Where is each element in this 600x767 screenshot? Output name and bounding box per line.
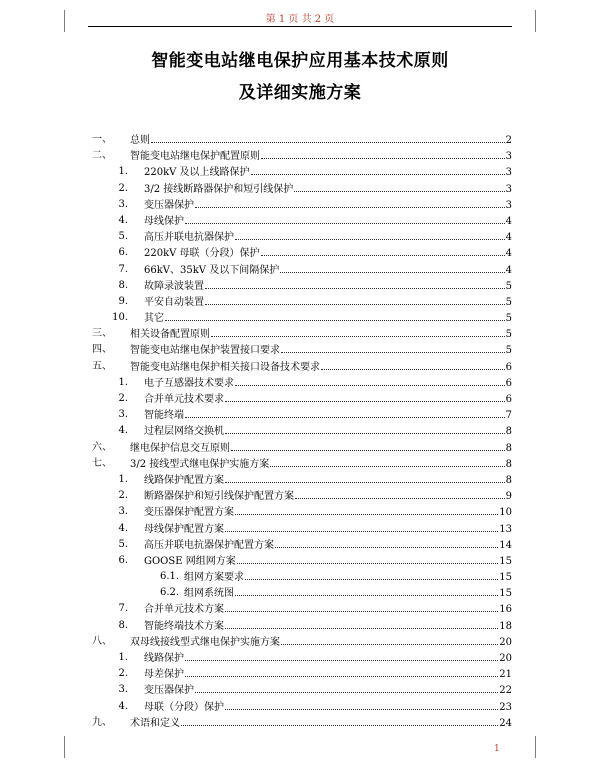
toc-leader-dots [231, 440, 505, 451]
toc-entry-title: 继电保护信息交互原则 [130, 442, 230, 454]
toc-entry[interactable] [88, 699, 512, 715]
toc-entry-title: GOOSE 网组网方案 [144, 555, 236, 567]
toc-entry-title: 合并单元技术要求 [144, 394, 224, 405]
toc-entry-line [130, 634, 512, 651]
toc-entry-line [130, 148, 512, 165]
toc-entry-title: 变压器保护配置方案 [144, 507, 234, 519]
toc-entry-title: 其它 [144, 313, 164, 325]
toc-entry-title: 平安自动装置 [144, 296, 204, 308]
toc-leader-dots [151, 132, 505, 143]
toc-entry[interactable] [88, 666, 512, 682]
toc-entry-number: 8. [118, 279, 128, 291]
page-number-footer: 1 [494, 744, 500, 754]
toc-entry-page: 3 [505, 151, 512, 163]
toc-leader-dots [205, 278, 505, 289]
toc-leader-dots [295, 488, 505, 499]
toc-entry-page: 3 [505, 199, 512, 211]
toc-leader-dots [225, 423, 505, 434]
toc-entry-line [144, 504, 512, 521]
toc-entry[interactable] [88, 601, 512, 617]
table-of-contents [88, 132, 512, 731]
toc-entry-title: 线路保护 [144, 653, 184, 664]
toc-leader-dots [245, 569, 498, 580]
toc-entry-line [130, 456, 512, 473]
toc-entry[interactable] [88, 310, 512, 326]
toc-entry-title: 故障录波装置 [144, 280, 204, 292]
toc-entry-title: 3/2 接线断路器保护和短引线保护 [144, 183, 294, 195]
toc-entry[interactable] [88, 682, 512, 698]
toc-entry-title: 220kV 母联（分段）保护 [144, 248, 260, 260]
toc-leader-dots [185, 666, 498, 677]
toc-entry-title: 组网方案要求 [184, 572, 244, 584]
toc-entry-line [144, 699, 512, 716]
toc-entry-line [144, 553, 512, 570]
toc-entry-number: 10. [112, 312, 128, 324]
toc-entry[interactable] [88, 634, 512, 650]
toc-entry-number: 5. [118, 231, 128, 243]
toc-entry-page: 8 [505, 426, 512, 438]
toc-entry-number: 3. [118, 684, 128, 696]
toc-entry-page: 4 [505, 248, 512, 260]
toc-leader-dots [195, 682, 498, 693]
toc-entry-page: 4 [505, 232, 512, 244]
toc-entry-number: 1. [118, 652, 128, 663]
toc-leader-dots [195, 197, 505, 208]
toc-entry-line [184, 569, 512, 586]
toc-entry-title: 线路保护配置方案 [144, 474, 224, 486]
toc-entry[interactable] [88, 375, 512, 391]
toc-entry-title: 相关设备配置原则 [130, 329, 210, 341]
toc-leader-dots [225, 472, 505, 483]
toc-entry-number: 2. [118, 668, 128, 680]
toc-entry-page: 7 [505, 410, 512, 422]
toc-entry-number: 7. [118, 263, 128, 275]
toc-entry-page: 6 [505, 361, 512, 373]
header-divider [88, 26, 512, 27]
toc-entry-number: 4. [118, 522, 128, 534]
document-title-line-1: 智能变电站继电保护应用基本技术原则 [151, 51, 449, 71]
toc-entry-number: 3. [118, 409, 128, 421]
toc-entry-page: 8 [505, 458, 512, 470]
toc-entry-line [144, 310, 512, 327]
toc-leader-dots [205, 294, 505, 305]
toc-entry-page: 10 [499, 507, 512, 519]
toc-entry-page: 24 [499, 717, 512, 729]
toc-entry-number: 4. [118, 214, 128, 226]
toc-entry-title: 3/2 接线型式继电保护实施方案 [130, 458, 270, 470]
toc-entry-line [144, 229, 512, 246]
toc-entry-number: 四、 [92, 344, 112, 356]
toc-entry-title: 高压并联电抗器保护配置方案 [144, 539, 274, 551]
toc-entry[interactable] [88, 213, 512, 229]
toc-entry[interactable] [88, 245, 512, 261]
toc-leader-dots [225, 391, 505, 402]
toc-entry[interactable] [88, 456, 512, 472]
toc-entry-number: 4. [118, 425, 128, 437]
toc-entry-page: 22 [499, 685, 512, 697]
toc-entry-line [144, 181, 512, 198]
toc-entry-line [144, 472, 512, 489]
toc-entry-number: 6.1. [160, 571, 180, 583]
toc-entry[interactable] [88, 262, 512, 278]
toc-entry-title: 高压并联电抗器保护 [144, 232, 234, 244]
toc-leader-dots [280, 262, 504, 273]
toc-entry-page: 4 [505, 215, 512, 227]
toc-entry[interactable] [88, 585, 512, 601]
toc-entry-page: 16 [499, 604, 512, 616]
toc-entry-title: 过程层网络交换机 [144, 426, 224, 438]
toc-entry-number: 6. [118, 554, 128, 566]
toc-entry-number: 1. [118, 376, 128, 388]
toc-entry[interactable] [88, 537, 512, 553]
toc-entry[interactable] [88, 148, 512, 164]
toc-leader-dots [235, 585, 498, 596]
toc-entry-number: 3. [118, 506, 128, 518]
toc-entry-page: 5 [505, 296, 512, 308]
toc-entry-line [144, 197, 512, 214]
toc-entry[interactable] [88, 294, 512, 310]
toc-entry-line [130, 326, 512, 343]
toc-entry-number: 1. [118, 473, 128, 485]
toc-entry-line [144, 213, 512, 230]
toc-leader-dots [261, 148, 505, 159]
toc-entry-page: 2 [505, 135, 512, 146]
toc-entry-title: 术语和定义 [130, 717, 180, 729]
toc-entry-number: 6.2. [160, 587, 180, 599]
toc-entry-number: 八、 [92, 635, 112, 647]
toc-entry-number: 1. [118, 166, 128, 178]
toc-entry-line [130, 440, 512, 457]
toc-leader-dots [225, 618, 498, 629]
toc-leader-dots [185, 213, 505, 224]
toc-entry-line [144, 488, 512, 505]
toc-leader-dots [225, 601, 498, 612]
toc-entry-page: 4 [505, 264, 512, 276]
toc-entry-page: 6 [505, 377, 512, 389]
toc-entry-page: 3 [505, 183, 512, 195]
toc-leader-dots [270, 456, 504, 467]
toc-entry[interactable] [88, 423, 512, 439]
toc-entry-number: 九、 [92, 716, 112, 728]
toc-entry-title: 母线保护配置方案 [144, 523, 224, 535]
toc-entry-number: 8. [118, 619, 128, 631]
toc-leader-dots [165, 310, 505, 321]
toc-entry[interactable] [88, 342, 512, 358]
toc-entry-number: 3. [118, 198, 128, 210]
toc-leader-dots [261, 245, 505, 256]
toc-entry-line [130, 359, 512, 376]
toc-entry[interactable] [88, 326, 512, 342]
toc-entry-title: 母线保护 [144, 215, 184, 227]
toc-entry-page: 8 [505, 442, 512, 454]
toc-entry[interactable] [88, 440, 512, 456]
toc-entry-page: 18 [499, 620, 512, 632]
toc-entry-title: 电子互感器技术要求 [144, 377, 234, 389]
toc-leader-dots [294, 181, 504, 192]
toc-entry-line [144, 391, 512, 408]
toc-entry-line [144, 407, 512, 424]
toc-entry-number: 4. [118, 700, 128, 712]
toc-entry-title: 母差保护 [144, 669, 184, 681]
toc-entry[interactable] [88, 229, 512, 245]
toc-leader-dots [225, 521, 498, 532]
toc-entry-title: 变压器保护 [144, 685, 194, 697]
toc-entry-title: 总则 [130, 135, 150, 146]
toc-entry[interactable] [88, 197, 512, 213]
toc-entry-line [144, 666, 512, 683]
toc-entry-title: 智能终端 [144, 410, 184, 422]
toc-entry-line [144, 521, 512, 538]
toc-entry-line [144, 262, 512, 279]
toc-entry-line [144, 601, 512, 618]
toc-leader-dots [321, 359, 505, 370]
toc-entry-page: 13 [499, 523, 512, 535]
toc-entry-number: 一、 [92, 134, 112, 145]
toc-entry-number: 6. [118, 247, 128, 259]
document-title-line-2: 及详细实施方案 [238, 83, 362, 103]
toc-entry-line [144, 423, 512, 440]
toc-leader-dots [181, 715, 498, 726]
toc-entry-line [130, 342, 512, 359]
toc-entry-number: 二、 [92, 150, 112, 162]
toc-entry-page: 20 [499, 636, 512, 648]
toc-entry[interactable] [88, 521, 512, 537]
toc-entry-number: 2. [118, 490, 128, 502]
toc-entry[interactable] [88, 504, 512, 520]
toc-entry[interactable] [88, 472, 512, 488]
toc-entry-title: 智能变电站继电保护配置原则 [130, 151, 260, 163]
toc-leader-dots [281, 342, 505, 353]
toc-entry-page: 15 [499, 572, 512, 584]
toc-leader-dots [281, 634, 498, 645]
toc-entry-title: 断路器保护和短引线保护配置方案 [144, 491, 294, 503]
toc-leader-dots [185, 650, 498, 661]
toc-entry-line [144, 618, 512, 635]
toc-leader-dots [237, 553, 499, 564]
toc-leader-dots [251, 164, 505, 175]
toc-entry-page: 3 [505, 167, 512, 179]
toc-entry-line [130, 715, 512, 732]
toc-entry-line [144, 278, 512, 295]
toc-entry-number: 7. [118, 603, 128, 615]
toc-leader-dots [211, 326, 505, 337]
toc-entry-number: 三、 [92, 328, 112, 340]
toc-entry-title: 合并单元技术方案 [144, 604, 224, 616]
toc-entry-title: 智能终端技术方案 [144, 620, 224, 632]
toc-entry-title: 220kV 及以上线路保护 [144, 167, 250, 179]
toc-entry-page: 5 [505, 345, 512, 357]
toc-entry-line [184, 585, 512, 602]
toc-leader-dots [235, 504, 498, 515]
toc-entry-page: 14 [499, 539, 512, 551]
toc-entry-title: 智能变电站继电保护装置接口要求 [130, 345, 280, 357]
toc-entry-page: 5 [505, 280, 512, 292]
toc-entry-line [144, 682, 512, 699]
toc-entry-number: 9. [118, 295, 128, 307]
toc-leader-dots [235, 375, 505, 386]
toc-entry-page: 15 [499, 588, 512, 600]
toc-entry-page: 20 [499, 653, 512, 664]
toc-entry-page: 21 [499, 669, 512, 681]
toc-entry-title: 智能变电站继电保护相关接口设备技术要求 [130, 361, 320, 373]
toc-entry[interactable] [88, 553, 512, 569]
page-header: 第 1 页 共 2 页 [265, 14, 335, 25]
toc-entry[interactable] [88, 569, 512, 585]
crop-mark-bottom-right [535, 736, 536, 758]
toc-entry[interactable] [88, 359, 512, 375]
toc-leader-dots [275, 537, 498, 548]
toc-entry-page: 8 [505, 474, 512, 486]
toc-entry[interactable] [88, 715, 512, 731]
toc-entry-number: 2. [118, 393, 128, 404]
toc-entry-page: 6 [505, 394, 512, 405]
toc-entry-page: 15 [499, 555, 512, 567]
toc-entry-number: 五、 [92, 360, 112, 372]
toc-entry[interactable] [88, 132, 512, 148]
toc-entry-number: 2. [118, 182, 128, 194]
toc-entry-line [144, 375, 512, 392]
toc-entry-page: 23 [499, 701, 512, 713]
toc-entry-title: 母联（分段）保护 [144, 701, 224, 713]
toc-entry-title: 变压器保护 [144, 199, 194, 211]
toc-entry-line [144, 245, 512, 262]
toc-leader-dots [225, 699, 498, 710]
toc-entry[interactable] [88, 181, 512, 197]
toc-entry-line [144, 650, 512, 667]
toc-entry-page: 5 [505, 329, 512, 341]
toc-entry[interactable] [88, 618, 512, 634]
toc-entry-title: 66kV、35kV 及以下间隔保护 [144, 264, 280, 276]
toc-entry-title: 双母线接线型式继电保护实施方案 [130, 636, 280, 648]
toc-entry-number: 七、 [92, 457, 112, 469]
toc-entry-number: 六、 [92, 441, 112, 453]
toc-entry-page: 9 [505, 491, 512, 503]
toc-entry[interactable] [88, 650, 512, 666]
toc-entry[interactable] [88, 391, 512, 407]
toc-entry-page: 5 [505, 313, 512, 325]
crop-mark-bottom-left [64, 736, 65, 758]
toc-entry-number: 5. [118, 538, 128, 550]
toc-entry[interactable] [88, 164, 512, 180]
toc-entry[interactable] [88, 278, 512, 294]
toc-leader-dots [235, 229, 505, 240]
toc-entry-line [144, 537, 512, 554]
toc-leader-dots [185, 407, 505, 418]
toc-entry-line [144, 294, 512, 311]
toc-entry-line [130, 132, 512, 149]
toc-entry-line [144, 164, 512, 181]
toc-entry[interactable] [88, 488, 512, 504]
toc-entry[interactable] [88, 407, 512, 423]
toc-entry-title: 组网系统图 [184, 588, 234, 600]
